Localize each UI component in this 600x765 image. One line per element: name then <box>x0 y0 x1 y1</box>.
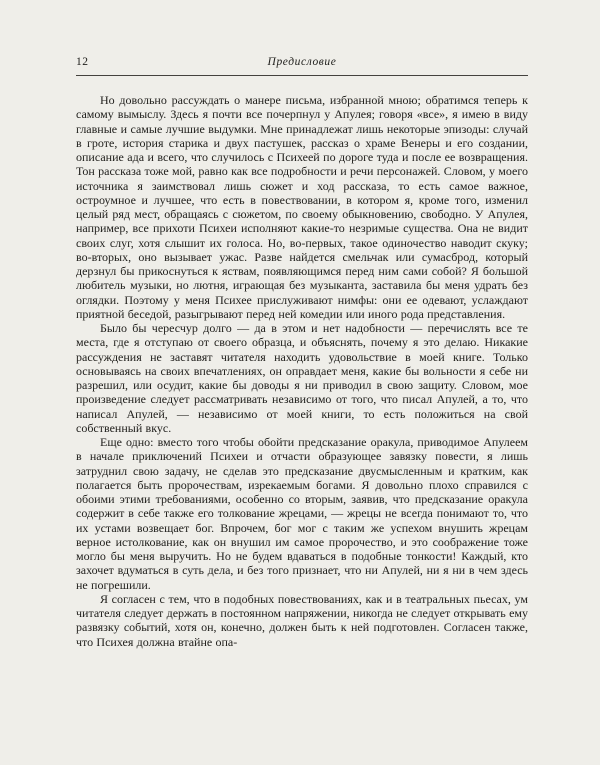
paragraph: Еще одно: вместо того чтобы обойти предсказание оракула, приводимое Апулеем в начале приключений Психеи и отчасти образующее завязку повести, я лишь затруднил свою задачу, не сделав это предсказание двусмысленным и кратким, как полагается быть пророчествам, изрекаемым богами. Я довольно плохо справился с обоими этими требованиями, особенно со вторым, заявив, что предсказание оракула содержит в себе также его толкование жрецами, — жрецы не всегда понимают то, что их устами возвещает бог. Впрочем, бог мог с таким же успехом внушить жрецам верное истолкование, как он внушил им самое пророчество, и это соображение тоже могло бы меня выручить. Но не будем вдаваться в подобные тонкости! Каждый, кто захочет вдуматься в суть дела, и без того признает, что ни Апулей, ни я ни в чем здесь не погрешили. <box>76 435 528 592</box>
page-number: 12 <box>76 56 89 68</box>
header-rule <box>76 75 528 76</box>
page-body <box>76 93 528 649</box>
page-header <box>76 54 528 70</box>
paragraph: Было бы чересчур долго — да в этом и нет надобности — перечислять все те места, где я отступаю от своего образца, и объяснять, почему я это делаю. Никакие рассуждения не заставят читателя находить удовольствие в моей книге. Только основываясь на своих впечатлениях, он оправдает меня, какие бы вольности я себе ни разрешил, или осудит, какие бы доводы я ни приводил в свою защиту. Словом, мое произведение следует рассматривать независимо от того, что писал Апулей, а то, что написал Апулей, — независимо от моей книги, то есть положиться на свой собственный вкус. <box>76 321 528 435</box>
paragraph: Но довольно рассуждать о манере письма, избранной мною; обратимся теперь к самому вымыслу. Здесь я почти все почерпнул у Апулея; говоря «все», я имею в виду главные и самые лучшие выдумки. Мне принадлежат лишь некоторые эпизоды: случай в гроте, история старика и двух пастушек, рассказ о храме Венеры и его создании, описание ада и всего, что случилось с Психеей по дороге туда и после ее возвращения. Тон рассказа тоже мой, равно как все подробности и речи персонажей. Словом, у моего источника я заимствовал лишь сюжет и ход рассказа, то есть самое важное, остроумное и лучшее, что есть в повествовании, в котором я, кроме того, изменил целый ряд мест, обращаясь с сюжетом, по своему обыкновению, свободно. У Апулея, например, все прихоти Психеи исполняют какие-то незримые существа. Она не видит своих слуг, хотя слышит их голоса. Но, во-первых, такое одиночество наводит скуку; во-вторых, оно вызывает ужас. Разве найдется смельчак или сумасброд, который дерзнул бы прикоснуться к яствам, появляющимся перед ним сами собой? Я большой любитель музыки, но лютня, играющая без музыканта, заставила бы меня удрать без оглядки. Поэтому у меня Психее прислуживают нимфы: они ее одевают, услаждают приятной беседой, разыгрывают перед ней комедии или иного рода представления. <box>76 93 528 321</box>
running-title: Предисловие <box>267 56 337 68</box>
paragraph: Я согласен с тем, что в подобных повествованиях, как и в театральных пьесах, ум читателя следует держать в постоянном напряжении, никогда не следует открывать ему развязку событий, хотя он, конечно, должен быть к ней подготовлен. Согласен также, что Психея должна втайне опа- <box>76 591 528 649</box>
